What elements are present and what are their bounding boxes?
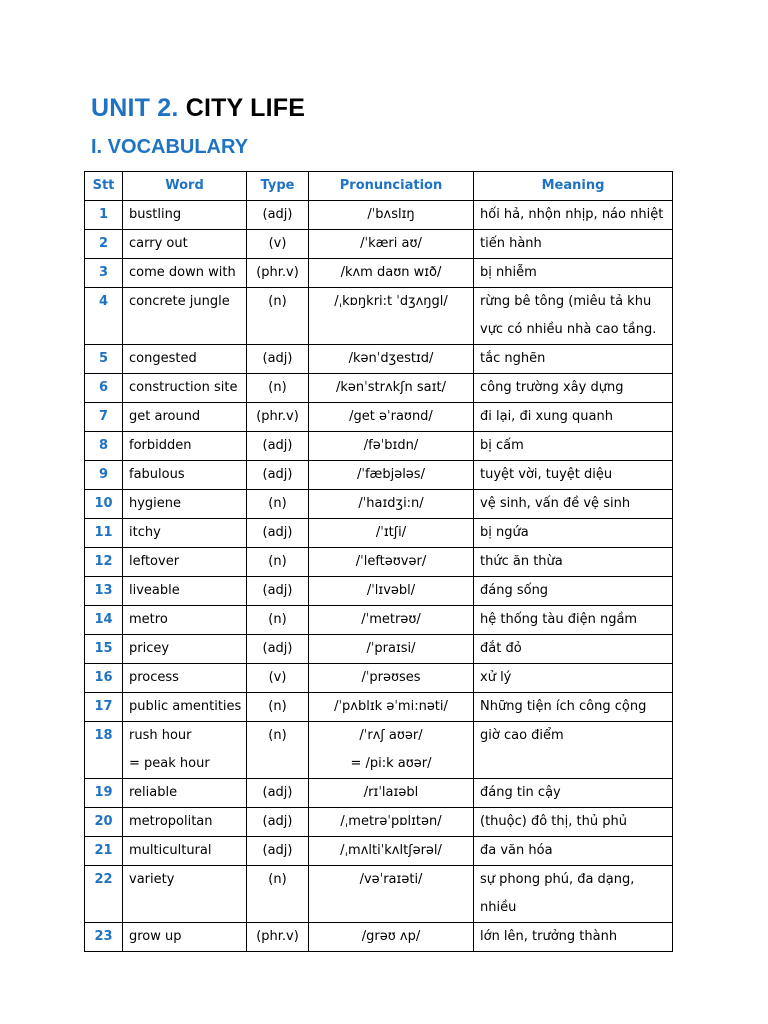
- type-cell: (adj): [247, 779, 309, 808]
- pronunciation-cell-line: /ˈprəʊses: [361, 670, 421, 685]
- type-cell: (n): [247, 866, 309, 923]
- meaning-cell-line: tắc nghẽn: [480, 351, 546, 366]
- table-row: [85, 722, 673, 779]
- word-cell: [123, 808, 247, 837]
- table-row: [85, 519, 673, 548]
- meaning-cell-line: thức ăn thừa: [480, 554, 563, 569]
- pronunciation-cell-line: /kʌm daʊn wɪð/: [340, 265, 442, 280]
- type-cell: (n): [247, 288, 309, 345]
- pronunciation-cell-line: /ˈrʌʃ aʊər/: [359, 728, 423, 743]
- pronunciation-cell: [309, 837, 474, 866]
- table-row: [85, 403, 673, 432]
- table-row: [85, 693, 673, 722]
- meaning-cell-line: hệ thống tàu điện ngầm: [480, 612, 638, 627]
- pronunciation-cell: [309, 866, 474, 923]
- pronunciation-cell-line: /grəʊ ʌp/: [361, 929, 421, 944]
- word-cell: [123, 259, 247, 288]
- table-row: [85, 606, 673, 635]
- column-header-pronunciation: Pronunciation: [309, 172, 474, 201]
- row-number: 1: [85, 201, 123, 230]
- word-cell: [123, 490, 247, 519]
- row-number: 17: [85, 693, 123, 722]
- word-cell: [123, 374, 247, 403]
- meaning-cell-line: xử lý: [480, 670, 512, 685]
- table-row: [85, 432, 673, 461]
- table-row: [85, 259, 673, 288]
- type-cell: (phr.v): [247, 923, 309, 952]
- table-row: [85, 374, 673, 403]
- row-number: 14: [85, 606, 123, 635]
- meaning-cell: [474, 519, 673, 548]
- row-number: 9: [85, 461, 123, 490]
- type-cell: (v): [247, 664, 309, 693]
- row-number: 13: [85, 577, 123, 606]
- unit-number: UNIT 2.: [91, 94, 179, 122]
- pronunciation-cell: [309, 374, 474, 403]
- word-cell-line: get around: [129, 409, 201, 424]
- pronunciation-cell: [309, 606, 474, 635]
- meaning-cell: [474, 461, 673, 490]
- table-row: [85, 288, 673, 345]
- word-cell: [123, 866, 247, 923]
- meaning-cell-line: đáng sống: [480, 583, 549, 598]
- type-cell: (v): [247, 230, 309, 259]
- pronunciation-cell: [309, 432, 474, 461]
- meaning-cell-line: lớn lên, trưởng thành: [480, 929, 618, 944]
- word-cell: [123, 345, 247, 374]
- meaning-cell-line: vực có nhiều nhà cao tầng.: [480, 322, 657, 337]
- meaning-cell-line: bị cấm: [480, 438, 524, 453]
- meaning-cell: [474, 923, 673, 952]
- pronunciation-cell-line: /ˈkæri aʊ/: [360, 236, 422, 251]
- table-row: [85, 808, 673, 837]
- row-number: 20: [85, 808, 123, 837]
- pronunciation-cell-line: /ˈbʌslɪŋ: [367, 207, 415, 222]
- row-number: 16: [85, 664, 123, 693]
- word-cell-line: process: [129, 670, 179, 685]
- column-header-word: Word: [123, 172, 247, 201]
- word-cell: [123, 548, 247, 577]
- meaning-cell: [474, 837, 673, 866]
- vocabulary-table: [84, 171, 673, 952]
- table-row: [85, 664, 673, 693]
- meaning-cell-line: sự phong phú, đa dạng, nhiều: [480, 872, 635, 915]
- type-cell: (phr.v): [247, 259, 309, 288]
- word-cell: [123, 722, 247, 779]
- section-title: I. VOCABULARY: [91, 136, 249, 158]
- row-number: 3: [85, 259, 123, 288]
- row-number: 10: [85, 490, 123, 519]
- column-header-type: Type: [247, 172, 309, 201]
- table-row: [85, 201, 673, 230]
- table-row: [85, 230, 673, 259]
- pronunciation-cell: [309, 664, 474, 693]
- pronunciation-cell: [309, 201, 474, 230]
- meaning-cell-line: công trường xây dựng: [480, 380, 624, 395]
- word-cell-line: fabulous: [129, 467, 185, 482]
- pronunciation-cell-line: /kənˈdʒestɪd/: [348, 351, 434, 366]
- type-cell: (adj): [247, 201, 309, 230]
- pronunciation-cell-line: /ˌmʌltiˈkʌltʃərəl/: [340, 843, 442, 858]
- meaning-cell-line: vệ sinh, vấn đề vệ sinh: [480, 496, 631, 511]
- row-number: 11: [85, 519, 123, 548]
- pronunciation-cell-line: /ˈfæbjələs/: [357, 467, 425, 482]
- table-row: [85, 635, 673, 664]
- meaning-cell: [474, 259, 673, 288]
- type-cell: (phr.v): [247, 403, 309, 432]
- row-number: 19: [85, 779, 123, 808]
- word-cell: [123, 577, 247, 606]
- meaning-cell: [474, 606, 673, 635]
- pronunciation-cell: [309, 577, 474, 606]
- row-number: 22: [85, 866, 123, 923]
- meaning-cell: [474, 230, 673, 259]
- type-cell: (adj): [247, 577, 309, 606]
- pronunciation-cell: [309, 403, 474, 432]
- pronunciation-cell-line: /ˈmetrəʊ/: [361, 612, 421, 627]
- pronunciation-cell-line: /ˈlɪvəbl/: [366, 583, 416, 598]
- meaning-cell-line: hối hả, nhộn nhịp, náo nhiệt: [480, 207, 664, 222]
- pronunciation-cell: [309, 808, 474, 837]
- pronunciation-cell: [309, 519, 474, 548]
- pronunciation-cell-line: /ˌkɒŋkri:t ˈdʒʌŋgl/: [334, 294, 448, 309]
- word-cell-line: grow up: [129, 929, 182, 944]
- word-cell-line: hygiene: [129, 496, 182, 511]
- pronunciation-cell-line: /kənˈstrʌkʃn saɪt/: [336, 380, 446, 395]
- type-cell: (adj): [247, 808, 309, 837]
- word-cell: [123, 403, 247, 432]
- row-number: 6: [85, 374, 123, 403]
- meaning-cell: [474, 635, 673, 664]
- meaning-cell: [474, 693, 673, 722]
- word-cell-line: leftover: [129, 554, 180, 569]
- row-number: 12: [85, 548, 123, 577]
- meaning-cell: [474, 374, 673, 403]
- pronunciation-cell-line: /ˈleftəʊvər/: [355, 554, 427, 569]
- type-cell: (n): [247, 722, 309, 779]
- pronunciation-cell-line: /ˌmetrəˈpɒlɪtən/: [340, 814, 442, 829]
- type-cell: (adj): [247, 635, 309, 664]
- pronunciation-cell-line: /ˈhaɪdʒi:n/: [358, 496, 424, 511]
- word-cell-line: metro: [129, 612, 168, 627]
- type-cell: (adj): [247, 461, 309, 490]
- word-cell-line: = peak hour: [129, 756, 210, 771]
- row-number: 18: [85, 722, 123, 779]
- word-cell: [123, 432, 247, 461]
- word-cell-line: congested: [129, 351, 197, 366]
- meaning-cell: [474, 403, 673, 432]
- pronunciation-cell-line: /ˈpraɪsi/: [366, 641, 416, 656]
- meaning-cell: [474, 345, 673, 374]
- type-cell: (n): [247, 490, 309, 519]
- row-number: 4: [85, 288, 123, 345]
- table-row: [85, 577, 673, 606]
- meaning-cell-line: rừng bê tông (miêu tả khu: [480, 294, 652, 309]
- word-cell-line: come down with: [129, 265, 236, 280]
- pronunciation-cell-line: /ˈpʌblɪk əˈmi:nəti/: [334, 699, 448, 714]
- pronunciation-cell: [309, 288, 474, 345]
- word-cell-line: bustling: [129, 207, 182, 222]
- pronunciation-cell: [309, 779, 474, 808]
- pronunciation-cell: [309, 722, 474, 779]
- unit-name: CITY LIFE: [185, 94, 306, 122]
- pronunciation-cell: [309, 635, 474, 664]
- type-cell: (adj): [247, 519, 309, 548]
- table-row: [85, 866, 673, 923]
- meaning-cell-line: bị ngứa: [480, 525, 529, 540]
- pronunciation-cell-line: = /pi:k aʊər/: [350, 756, 432, 771]
- type-cell: (n): [247, 693, 309, 722]
- word-cell-line: forbidden: [129, 438, 192, 453]
- meaning-cell: [474, 201, 673, 230]
- pronunciation-cell-line: /vəˈraɪəti/: [359, 872, 423, 887]
- meaning-cell: [474, 866, 673, 923]
- meaning-cell-line: đáng tin cậy: [480, 785, 561, 800]
- word-cell-line: metropolitan: [129, 814, 213, 829]
- word-cell: [123, 288, 247, 345]
- word-cell: [123, 201, 247, 230]
- word-cell: [123, 230, 247, 259]
- word-cell: [123, 664, 247, 693]
- table-row: [85, 345, 673, 374]
- word-cell-line: public amentities: [129, 699, 242, 714]
- table-row: [85, 923, 673, 952]
- meaning-cell: [474, 577, 673, 606]
- row-number: 8: [85, 432, 123, 461]
- meaning-cell: [474, 288, 673, 345]
- pronunciation-cell: [309, 259, 474, 288]
- word-cell-line: variety: [129, 872, 175, 887]
- meaning-cell: [474, 490, 673, 519]
- word-cell-line: construction site: [129, 380, 238, 395]
- type-cell: (n): [247, 374, 309, 403]
- table-header-row: [85, 172, 673, 201]
- word-cell-line: reliable: [129, 785, 178, 800]
- pronunciation-cell: [309, 923, 474, 952]
- pronunciation-cell-line: /rɪˈlaɪəbl: [363, 785, 419, 800]
- word-cell-line: rush hour: [129, 728, 192, 743]
- word-cell-line: carry out: [129, 236, 188, 251]
- meaning-cell-line: tuyệt vời, tuyệt diệu: [480, 467, 613, 482]
- meaning-cell: [474, 548, 673, 577]
- type-cell: (n): [247, 606, 309, 635]
- word-cell: [123, 923, 247, 952]
- word-cell: [123, 837, 247, 866]
- meaning-cell: [474, 432, 673, 461]
- page-title: [91, 93, 305, 123]
- pronunciation-cell: [309, 548, 474, 577]
- table-row: [85, 548, 673, 577]
- row-number: 21: [85, 837, 123, 866]
- meaning-cell: [474, 722, 673, 779]
- table-row: [85, 490, 673, 519]
- row-number: 7: [85, 403, 123, 432]
- row-number: 23: [85, 923, 123, 952]
- table-row: [85, 837, 673, 866]
- pronunciation-cell: [309, 693, 474, 722]
- word-cell: [123, 519, 247, 548]
- column-header-meaning: Meaning: [474, 172, 673, 201]
- meaning-cell: [474, 808, 673, 837]
- word-cell-line: itchy: [129, 525, 161, 540]
- type-cell: (n): [247, 548, 309, 577]
- meaning-cell-line: đắt đỏ: [480, 641, 522, 656]
- pronunciation-cell: [309, 490, 474, 519]
- meaning-cell-line: tiến hành: [480, 236, 542, 251]
- word-cell-line: concrete jungle: [129, 294, 230, 309]
- word-cell-line: multicultural: [129, 843, 212, 858]
- pronunciation-cell-line: /fəˈbɪdn/: [363, 438, 419, 453]
- meaning-cell-line: Những tiện ích công cộng: [480, 699, 647, 714]
- type-cell: (adj): [247, 837, 309, 866]
- pronunciation-cell-line: /ˈɪtʃi/: [375, 525, 407, 540]
- word-cell: [123, 606, 247, 635]
- row-number: 5: [85, 345, 123, 374]
- meaning-cell: [474, 779, 673, 808]
- table-body: [85, 201, 673, 952]
- pronunciation-cell: [309, 461, 474, 490]
- meaning-cell: [474, 664, 673, 693]
- pronunciation-cell: [309, 230, 474, 259]
- word-cell: [123, 779, 247, 808]
- word-cell: [123, 693, 247, 722]
- column-header-stt: Stt: [85, 172, 123, 201]
- meaning-cell-line: đa văn hóa: [480, 843, 553, 858]
- table-row: [85, 779, 673, 808]
- meaning-cell-line: giờ cao điểm: [480, 728, 564, 743]
- row-number: 15: [85, 635, 123, 664]
- row-number: 2: [85, 230, 123, 259]
- meaning-cell-line: đi lại, đi xung quanh: [480, 409, 613, 424]
- meaning-cell-line: bị nhiễm: [480, 265, 537, 280]
- word-cell: [123, 461, 247, 490]
- table-row: [85, 461, 673, 490]
- word-cell: [123, 635, 247, 664]
- pronunciation-cell: [309, 345, 474, 374]
- meaning-cell-line: (thuộc) đô thị, thủ phủ: [480, 814, 627, 829]
- pronunciation-cell-line: /get əˈraʊnd/: [349, 409, 433, 424]
- type-cell: (adj): [247, 432, 309, 461]
- word-cell-line: pricey: [129, 641, 170, 656]
- type-cell: (adj): [247, 345, 309, 374]
- word-cell-line: liveable: [129, 583, 180, 598]
